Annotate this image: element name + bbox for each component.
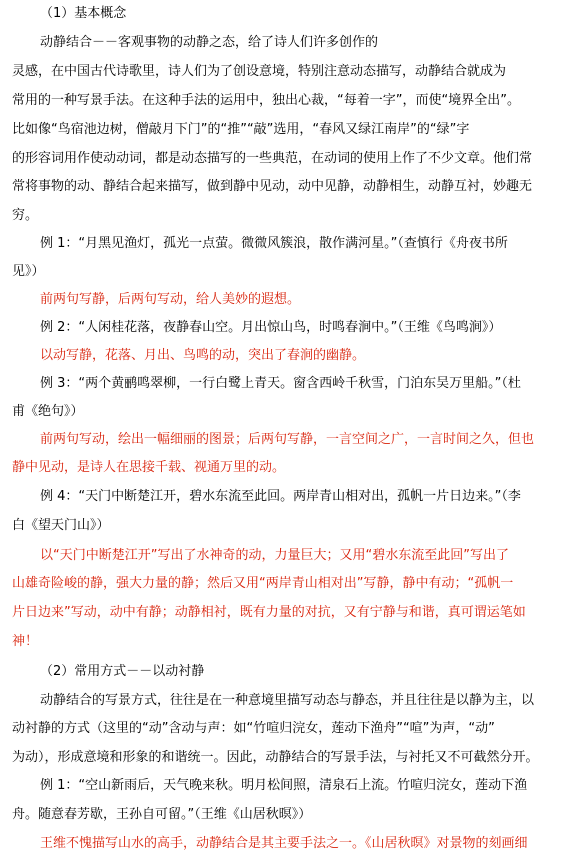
paragraph-line: 常将事物的动、静结合起来描写，做到静中见动，动中见静，动静相生，动静互衬，妙趣无 <box>12 179 533 194</box>
example-4-analysis: 山雄奇险峻的静，强大力量的静；然后又用“两岸青山相对出”写静，静中有动；“孤帆一 <box>12 576 514 591</box>
example-1-source: 见》） <box>12 264 45 279</box>
section-heading-common-methods: （2）常用方式－－以动衬静 <box>40 664 205 679</box>
example-5-text: 例 1：“空山新雨后，天气晚来秋。明月松间照，清泉石上流。竹喧归浣女，莲动下渔 <box>40 778 528 793</box>
paragraph-line: 动静结合－－客观事物的动静之态，给了诗人们许多创作的 <box>40 35 379 50</box>
example-3-text: 例 3：“两个黄鹂鸣翠柳，一行白鹭上青天。窗含西岭千秋雪，门泊东吴万里船。”（杜 <box>40 376 521 391</box>
paragraph-line: 常用的一种写景手法。在这种手法的运用中，独出心裁，“每着一字”，而使“境界全出”。 <box>12 93 520 108</box>
example-3-analysis: 静中见动，是诗人在思接千载、视通万里的动。 <box>12 460 286 475</box>
example-3-analysis: 前两句写动，绘出一幅细丽的图景；后两句写静，一言空间之广，一言时间之久，但也 <box>40 432 535 447</box>
example-1-text: 例 1：“月黑见渔灯，孤光一点萤。微微风簇浪，散作满河星。”（查慎行《舟夜书所 <box>40 236 508 251</box>
example-4-analysis: 神！ <box>12 634 39 649</box>
paragraph-line: 动静结合的写景方式，往往是在一种意境里描写动态与静态，并且往往是以静为主，以 <box>40 693 535 708</box>
section-heading-basic-concept: （1）基本概念 <box>40 6 127 21</box>
example-2-text: 例 2：“人闲桂花落，夜静春山空。月出惊山鸟，时鸣春涧中。”（王维《鸟鸣涧》） <box>40 320 502 335</box>
example-4-analysis: 以“天门中断楚江开”写出了水神奇的动，力量巨大；又用“碧水东流至此回”写出了 <box>40 548 509 563</box>
example-4-text: 例 4：“天门中断楚江开，碧水东流至此回。两岸青山相对出，孤帆一片日边来。”（李 <box>40 489 521 504</box>
example-4-analysis: 片日边来”写动，动中有静；动静相衬，既有力量的对抗，又有宁静与和谐，真可谓运笔如 <box>12 605 526 620</box>
paragraph-line: 穷。 <box>12 208 39 223</box>
paragraph-line: 比如像“鸟宿池边树，僧敲月下门”的“推”“敲”选用，“春风又绿江南岸”的“绿”字 <box>12 122 470 137</box>
example-1-analysis: 前两句写静，后两句写动，给人美妙的遐想。 <box>40 292 301 307</box>
example-4-source: 白《望天门山》） <box>12 518 110 533</box>
paragraph-line: 灵感，在中国古代诗歌里，诗人们为了创设意境，特别注意动态描写，动静结合就成为 <box>12 64 507 79</box>
example-5-analysis: 王维不愧描写山水的高手，动静结合是其主要手法之一。《山居秋暝》对景物的刻画细 <box>40 836 528 851</box>
paragraph-line: 动衬静的方式（这里的“动”含动与声：如“竹喧归浣女，莲动下渔舟”“喧”为声，“动” <box>12 721 495 736</box>
example-3-source: 甫《绝句》） <box>12 404 84 419</box>
example-5-source: 舟。随意春芳歇，王孙自可留。”（王维《山居秋暝》） <box>12 807 312 822</box>
example-2-analysis: 以动写静，花落、月出、鸟鸣的动，突出了春涧的幽静。 <box>40 348 366 363</box>
paragraph-line: 为动），形成意境和形象的和谐统一。因此，动静结合的写景手法，与衬托又不可截然分开。 <box>12 750 539 765</box>
paragraph-line: 的形容词用作使动动词，都是动态描写的一些典范，在动词的使用上作了不少文章。他们常 <box>12 151 533 166</box>
